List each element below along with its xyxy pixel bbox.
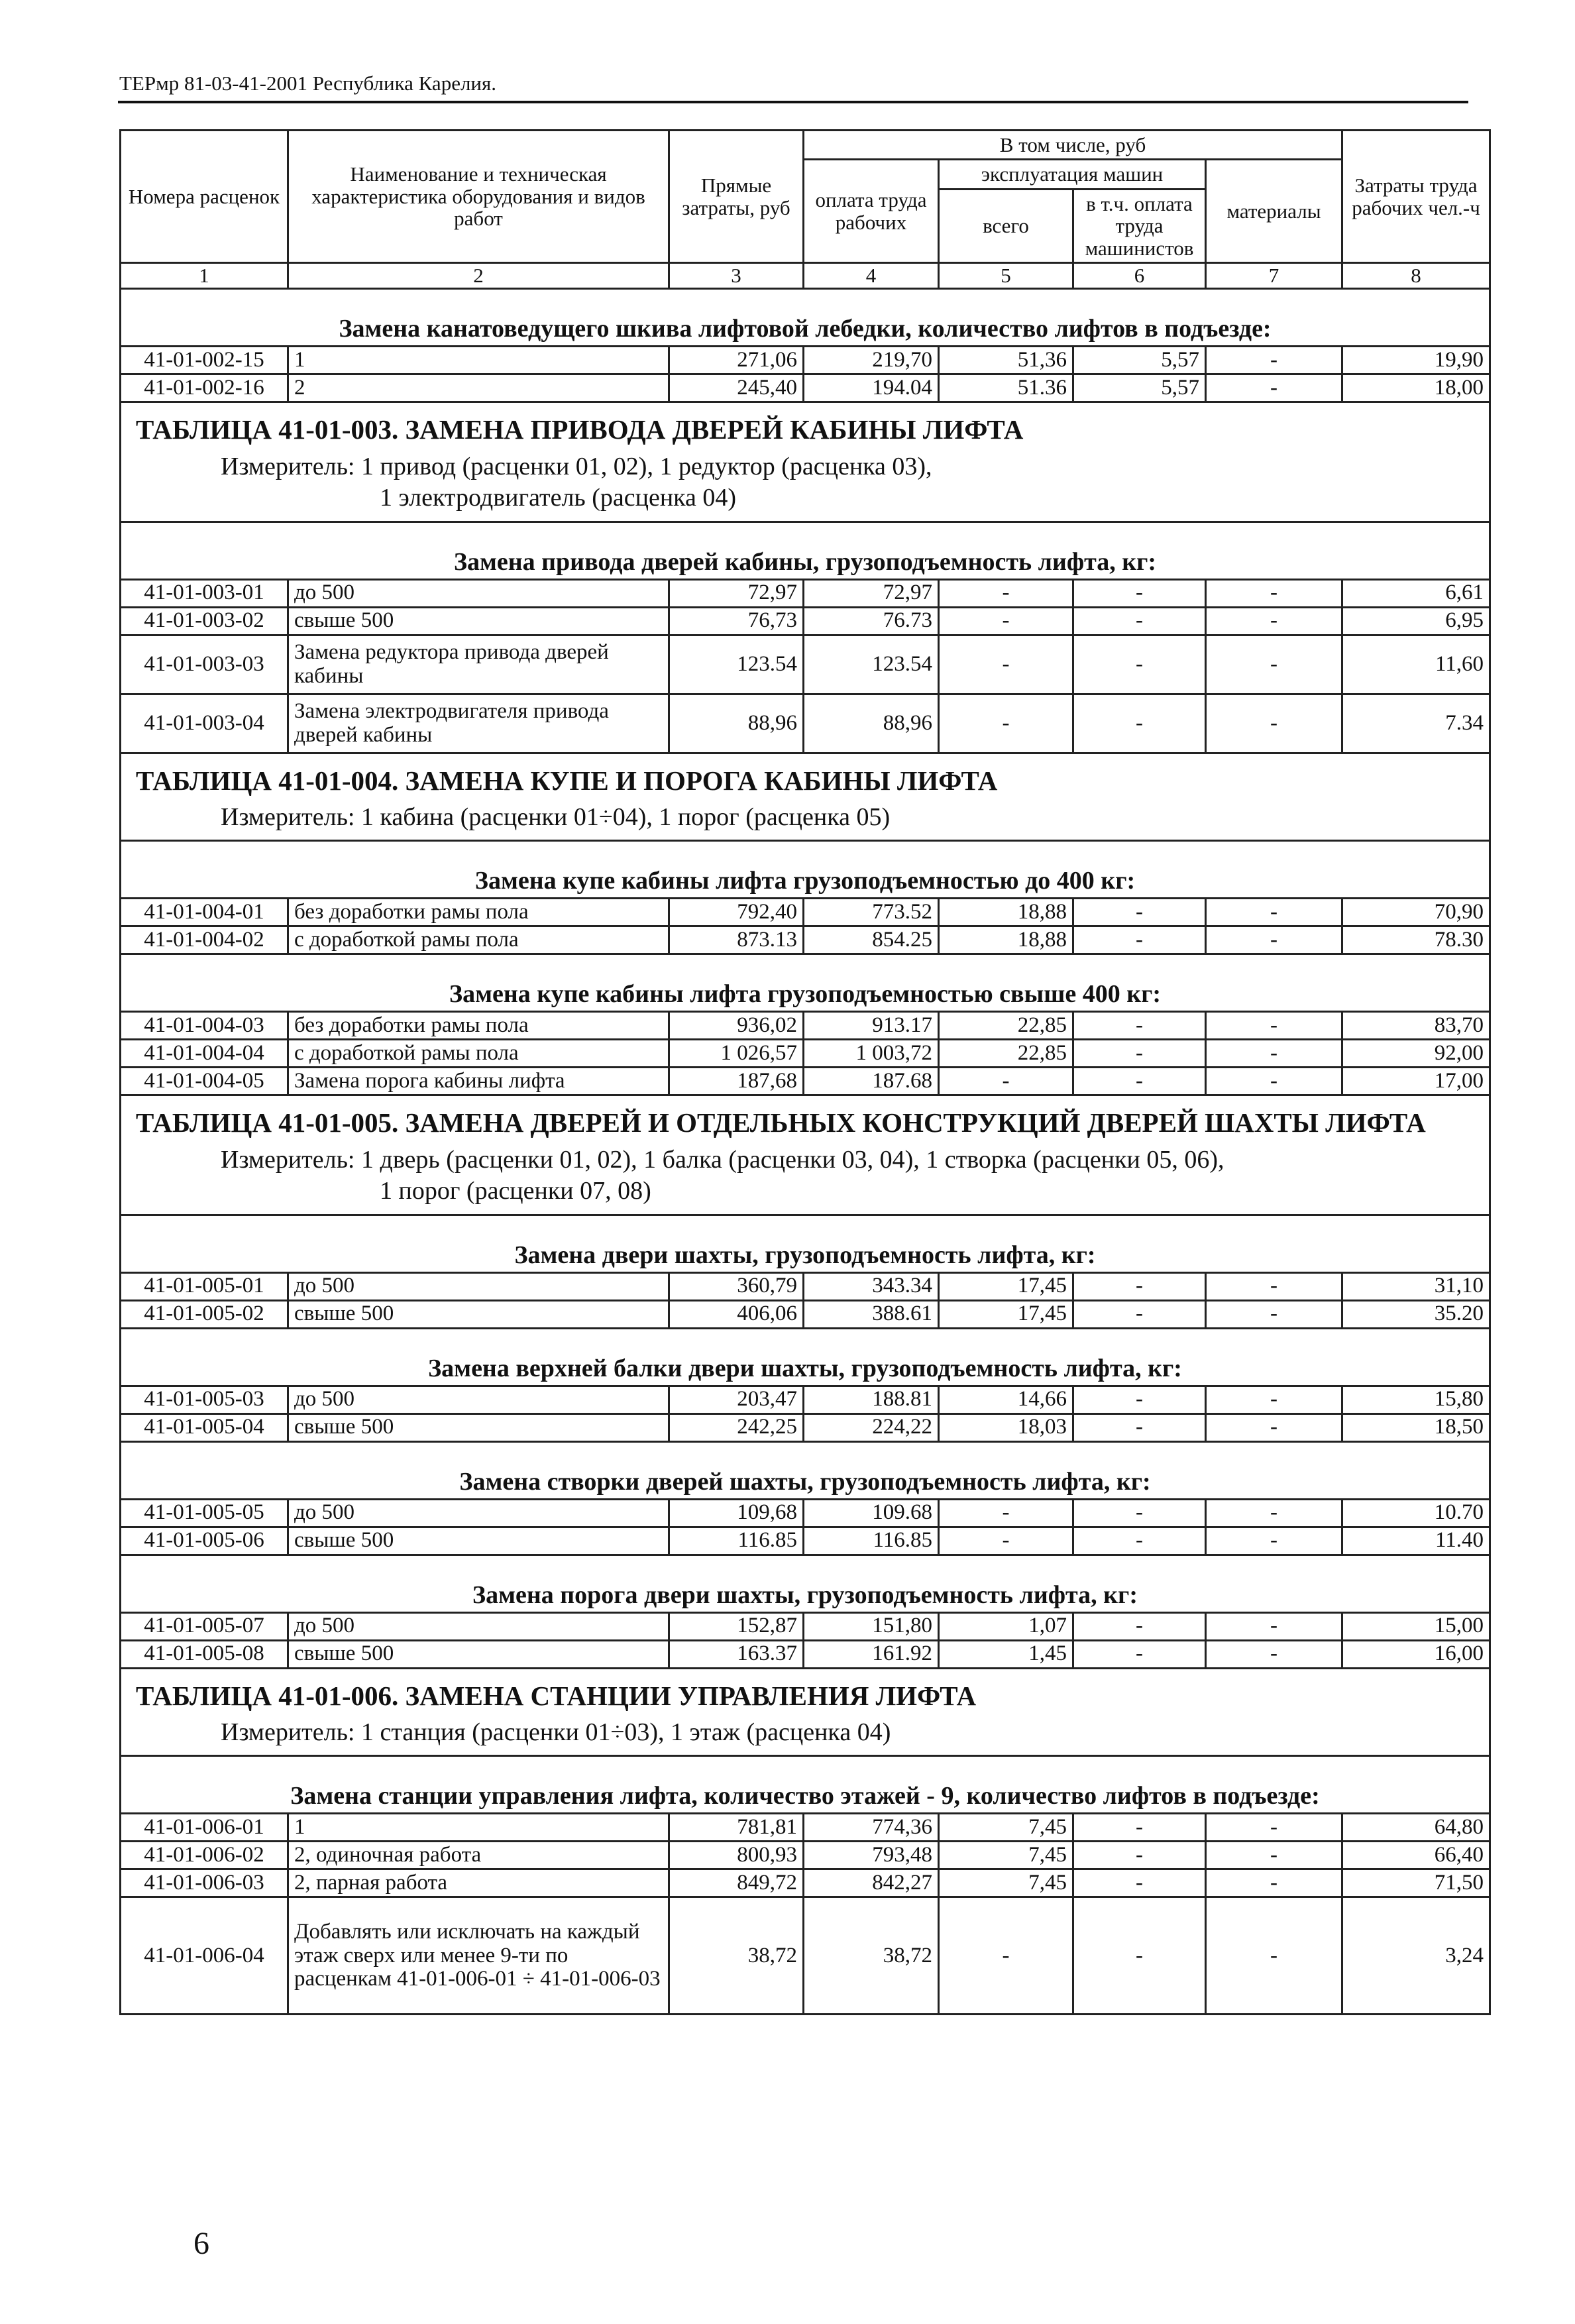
group-spacer <box>121 841 1490 862</box>
table-title: ТАБЛИЦА 41-01-003. ЗАМЕНА ПРИВОДА ДВЕРЕЙ КАБИНЫ ЛИФТА <box>121 402 1490 449</box>
cell-value: 78.30 <box>1342 926 1490 954</box>
spacer-cell <box>121 1555 1490 1576</box>
cell-value: 18,03 <box>939 1413 1073 1441</box>
cell-value: 70,90 <box>1342 899 1490 926</box>
work-description: свыше 500 <box>288 607 669 635</box>
group-heading-row <box>121 1349 1490 1386</box>
table-row <box>121 1413 1490 1441</box>
col-name-header: Наименование и техническая характеристика оборудования и видов работ <box>288 131 669 263</box>
column-number: 7 <box>1206 263 1342 289</box>
cell-value: - <box>939 694 1073 753</box>
cell-value: - <box>1073 635 1206 694</box>
col-materials-header: материалы <box>1206 160 1342 263</box>
cell-value: 17,00 <box>1342 1068 1490 1095</box>
cell-value: 6,61 <box>1342 579 1490 607</box>
spacer-cell <box>121 522 1490 543</box>
cell-value: - <box>939 1527 1073 1555</box>
table-body <box>121 289 1490 2015</box>
cell-value: 773.52 <box>804 899 939 926</box>
cell-value: - <box>1206 1499 1342 1527</box>
cell-value: 15,00 <box>1342 1612 1490 1640</box>
cell-value: 11.40 <box>1342 1527 1490 1555</box>
table-title-row <box>121 1668 1490 1714</box>
table-row <box>121 899 1490 926</box>
cell-value: 406,06 <box>669 1300 804 1328</box>
cell-value: 88,96 <box>804 694 939 753</box>
cell-value: 83,70 <box>1342 1012 1490 1040</box>
cell-value: 6,95 <box>1342 607 1490 635</box>
column-number: 2 <box>288 263 669 289</box>
rate-code: 41-01-006-01 <box>121 1814 288 1842</box>
cell-value: 66,40 <box>1342 1842 1490 1869</box>
cell-value: - <box>939 1499 1073 1527</box>
cell-value: 38,72 <box>804 1897 939 2015</box>
cell-value: - <box>1073 1869 1206 1897</box>
cell-value: 793,48 <box>804 1842 939 1869</box>
rate-code: 41-01-006-02 <box>121 1842 288 1869</box>
work-description: свыше 500 <box>288 1640 669 1668</box>
cell-value: 71,50 <box>1342 1869 1490 1897</box>
work-description: до 500 <box>288 579 669 607</box>
cell-value: 64,80 <box>1342 1814 1490 1842</box>
rate-code: 41-01-002-15 <box>121 347 288 374</box>
rate-code: 41-01-003-04 <box>121 694 288 753</box>
cell-value: - <box>1073 1897 1206 2015</box>
col-mwage-header: в т.ч. оплата труда машинистов <box>1073 189 1206 262</box>
cell-value: 72,97 <box>804 579 939 607</box>
cell-value: - <box>1073 1386 1206 1413</box>
rate-code: 41-01-005-04 <box>121 1413 288 1441</box>
cell-value: 151,80 <box>804 1612 939 1640</box>
cell-value: 152,87 <box>669 1612 804 1640</box>
cell-value: 7,45 <box>939 1842 1073 1869</box>
cell-value: - <box>1073 1640 1206 1668</box>
measure-text <box>121 1714 1490 1756</box>
work-description: до 500 <box>288 1386 669 1413</box>
rate-code: 41-01-005-01 <box>121 1272 288 1300</box>
table-title: ТАБЛИЦА 41-01-005. ЗАМЕНА ДВЕРЕЙ И ОТДЕЛЬНЫХ КОНСТРУКЦИЙ ДВЕРЕЙ ШАХТЫ ЛИФТА <box>121 1095 1490 1142</box>
group-heading: Замена купе кабины лифта грузоподъемностью до 400 кг: <box>121 861 1490 899</box>
cell-value: - <box>1206 1413 1342 1441</box>
cell-value: - <box>939 579 1073 607</box>
rate-code: 41-01-005-07 <box>121 1612 288 1640</box>
cell-value: 187,68 <box>669 1068 804 1095</box>
rate-code: 41-01-003-02 <box>121 607 288 635</box>
table-row <box>121 1068 1490 1095</box>
group-spacer <box>121 289 1490 310</box>
work-description: без доработки рамы пола <box>288 899 669 926</box>
rate-code: 41-01-004-04 <box>121 1040 288 1068</box>
cell-value: 161.92 <box>804 1640 939 1668</box>
group-heading: Замена канатоведущего шкива лифтовой лебедки, количество лифтов в подъезде: <box>121 309 1490 347</box>
work-description: до 500 <box>288 1272 669 1300</box>
cell-value: - <box>1206 1040 1342 1068</box>
cell-value: - <box>1206 374 1342 402</box>
column-number: 6 <box>1073 263 1206 289</box>
table-row <box>121 374 1490 402</box>
cell-value: - <box>1206 899 1342 926</box>
cell-value: 187.68 <box>804 1068 939 1095</box>
cell-value: - <box>939 607 1073 635</box>
table-title: ТАБЛИЦА 41-01-004. ЗАМЕНА КУПЕ И ПОРОГА КАБИНЫ ЛИФТА <box>121 753 1490 799</box>
cell-value: 14,66 <box>939 1386 1073 1413</box>
rate-code: 41-01-004-05 <box>121 1068 288 1095</box>
measure-row <box>121 799 1490 841</box>
cell-value: - <box>1073 899 1206 926</box>
work-description: с доработкой рамы пола <box>288 1040 669 1068</box>
col-incl-header: В том числе, руб <box>804 131 1342 160</box>
cell-value: - <box>939 1068 1073 1095</box>
cell-value: - <box>1073 1068 1206 1095</box>
work-description: 1 <box>288 1814 669 1842</box>
cell-value: - <box>939 635 1073 694</box>
work-description: свыше 500 <box>288 1413 669 1441</box>
cell-value: - <box>1073 1527 1206 1555</box>
table-title-row <box>121 753 1490 799</box>
cell-value: 774,36 <box>804 1814 939 1842</box>
cell-value: - <box>1073 1842 1206 1869</box>
group-spacer <box>121 1555 1490 1576</box>
measure-line: Измеритель: 1 привод (расценки 01, 02), 1 редуктор (расценка 03), <box>221 452 932 480</box>
group-heading-row <box>121 543 1490 580</box>
work-description: с доработкой рамы пола <box>288 926 669 954</box>
column-number: 5 <box>939 263 1073 289</box>
cell-value: 388.61 <box>804 1300 939 1328</box>
cell-value: 123.54 <box>669 635 804 694</box>
cell-value: 109,68 <box>669 1499 804 1527</box>
cell-value: 18,88 <box>939 899 1073 926</box>
rate-code: 41-01-004-01 <box>121 899 288 926</box>
cell-value: 7,45 <box>939 1814 1073 1842</box>
table-row <box>121 1272 1490 1300</box>
cell-value: 76.73 <box>804 607 939 635</box>
cell-value: 800,93 <box>669 1842 804 1869</box>
rate-code: 41-01-003-03 <box>121 635 288 694</box>
cell-value: 7.34 <box>1342 694 1490 753</box>
group-spacer <box>121 1215 1490 1236</box>
cell-value: 245,40 <box>669 374 804 402</box>
table-row <box>121 1300 1490 1328</box>
work-description: Добавлять или исключать на каждый этаж сверх или менее 9-ти по расценкам 41-01-006-01 ÷ 41-01-006-03 <box>288 1897 669 2015</box>
cell-value: - <box>1206 694 1342 753</box>
cell-value: - <box>1206 1612 1342 1640</box>
cell-value: 163.37 <box>669 1640 804 1668</box>
cell-value: - <box>1206 1527 1342 1555</box>
table-row <box>121 1842 1490 1869</box>
table-row <box>121 607 1490 635</box>
table-row <box>121 1869 1490 1897</box>
table-row <box>121 1612 1490 1640</box>
spacer-cell <box>121 289 1490 310</box>
cell-value: 116.85 <box>804 1527 939 1555</box>
cell-value: 188.81 <box>804 1386 939 1413</box>
cell-value: 360,79 <box>669 1272 804 1300</box>
cell-value: 22,85 <box>939 1040 1073 1068</box>
cell-value: - <box>1073 1300 1206 1328</box>
group-spacer <box>121 1328 1490 1349</box>
cell-value: 92,00 <box>1342 1040 1490 1068</box>
column-number: 1 <box>121 263 288 289</box>
table-row <box>121 694 1490 753</box>
cell-value: 19,90 <box>1342 347 1490 374</box>
cell-value: 343.34 <box>804 1272 939 1300</box>
col-machines-header: эксплуатация машин <box>939 160 1206 189</box>
work-description: свыше 500 <box>288 1527 669 1555</box>
work-description: 2 <box>288 374 669 402</box>
rate-code: 41-01-005-06 <box>121 1527 288 1555</box>
measure-line: 1 электродвигатель (расценка 04) <box>380 484 737 512</box>
group-spacer <box>121 954 1490 975</box>
col-wage-header: оплата труда рабочих <box>804 160 939 263</box>
cell-value: 936,02 <box>669 1012 804 1040</box>
cell-value: - <box>1206 926 1342 954</box>
rate-code: 41-01-005-08 <box>121 1640 288 1668</box>
table-row <box>121 1814 1490 1842</box>
spacer-cell <box>121 1215 1490 1236</box>
table-title: ТАБЛИЦА 41-01-006. ЗАМЕНА СТАНЦИИ УПРАВЛЕНИЯ ЛИФТА <box>121 1668 1490 1714</box>
cell-value: 116.85 <box>669 1527 804 1555</box>
group-heading-row <box>121 309 1490 347</box>
rate-code: 41-01-006-04 <box>121 1897 288 2015</box>
cell-value: - <box>1206 1386 1342 1413</box>
group-spacer <box>121 1441 1490 1463</box>
spacer-cell <box>121 954 1490 975</box>
cell-value: - <box>1073 607 1206 635</box>
cell-value: 854.25 <box>804 926 939 954</box>
cell-value: 792,40 <box>669 899 804 926</box>
table-row <box>121 1640 1490 1668</box>
measure-line: Измеритель: 1 станция (расценки 01÷03), 1 этаж (расценка 04) <box>221 1718 891 1746</box>
table-row <box>121 1897 1490 2015</box>
cell-value: - <box>1206 1842 1342 1869</box>
group-heading: Замена купе кабины лифта грузоподъемностью свыше 400 кг: <box>121 975 1490 1012</box>
cell-value: 35.20 <box>1342 1300 1490 1328</box>
cell-value: 17,45 <box>939 1300 1073 1328</box>
cell-value: 242,25 <box>669 1413 804 1441</box>
rate-code: 41-01-005-02 <box>121 1300 288 1328</box>
table-row <box>121 635 1490 694</box>
table-row <box>121 1386 1490 1413</box>
work-description: без доработки рамы пола <box>288 1012 669 1040</box>
measure-line: Измеритель: 1 кабина (расценки 01÷04), 1 порог (расценка 05) <box>221 802 891 831</box>
column-number: 4 <box>804 263 939 289</box>
cell-value: 3,24 <box>1342 1897 1490 2015</box>
cell-value: - <box>1206 607 1342 635</box>
cell-value: - <box>1073 1413 1206 1441</box>
col-mtotal-header: всего <box>939 189 1073 262</box>
cell-value: - <box>1073 1499 1206 1527</box>
table-row <box>121 1012 1490 1040</box>
cell-value: 5,57 <box>1073 374 1206 402</box>
rate-code: 41-01-006-03 <box>121 1869 288 1897</box>
cell-value: - <box>1206 579 1342 607</box>
cell-value: 88,96 <box>669 694 804 753</box>
work-description: 2, парная работа <box>288 1869 669 1897</box>
measure-text <box>121 449 1490 522</box>
measure-row <box>121 1714 1490 1756</box>
group-heading-row <box>121 1576 1490 1613</box>
cell-value: 15,80 <box>1342 1386 1490 1413</box>
group-heading: Замена створки дверей шахты, грузоподъемность лифта, кг: <box>121 1463 1490 1500</box>
cell-value: 10.70 <box>1342 1499 1490 1527</box>
cell-value: 18,88 <box>939 926 1073 954</box>
work-description: до 500 <box>288 1499 669 1527</box>
rate-code: 41-01-004-03 <box>121 1012 288 1040</box>
column-number: 8 <box>1342 263 1490 289</box>
cell-value: - <box>1206 635 1342 694</box>
cell-value: 109.68 <box>804 1499 939 1527</box>
header-rule <box>118 101 1468 103</box>
cell-value: - <box>1206 1869 1342 1897</box>
cell-value: 224,22 <box>804 1413 939 1441</box>
work-description: Замена электродвигателя привода дверей кабины <box>288 694 669 753</box>
table-row <box>121 926 1490 954</box>
cell-value: - <box>1206 347 1342 374</box>
work-description: Замена редуктора привода дверей кабины <box>288 635 669 694</box>
cell-value: 22,85 <box>939 1012 1073 1040</box>
work-description: Замена порога кабины лифта <box>288 1068 669 1095</box>
cell-value: 7,45 <box>939 1869 1073 1897</box>
col-code-header: Номера расценок <box>121 131 288 263</box>
cell-value: 11,60 <box>1342 635 1490 694</box>
cell-value: 51,36 <box>939 347 1073 374</box>
cell-value: 203,47 <box>669 1386 804 1413</box>
cell-value: 16,00 <box>1342 1640 1490 1668</box>
column-number-row <box>121 263 1490 289</box>
cell-value: 31,10 <box>1342 1272 1490 1300</box>
spacer-cell <box>121 1328 1490 1349</box>
cell-value: 1,45 <box>939 1640 1073 1668</box>
table-row <box>121 347 1490 374</box>
work-description: до 500 <box>288 1612 669 1640</box>
cell-value: - <box>1206 1640 1342 1668</box>
cell-value: - <box>1073 1012 1206 1040</box>
cell-value: - <box>1073 1272 1206 1300</box>
cell-value: 72,97 <box>669 579 804 607</box>
group-heading: Замена привода дверей кабины, грузоподъемность лифта, кг: <box>121 543 1490 580</box>
cell-value: 123.54 <box>804 635 939 694</box>
measure-line: Измеритель: 1 дверь (расценки 01, 02), 1 балка (расценки 03, 04), 1 створка (расценки 05, 06), <box>221 1145 1224 1174</box>
table-row <box>121 1527 1490 1555</box>
table-row <box>121 1499 1490 1527</box>
work-description: 1 <box>288 347 669 374</box>
table-row <box>121 579 1490 607</box>
rate-code: 41-01-005-05 <box>121 1499 288 1527</box>
cell-value: 76,73 <box>669 607 804 635</box>
spacer-cell <box>121 1441 1490 1463</box>
rate-code: 41-01-005-03 <box>121 1386 288 1413</box>
cell-value: - <box>1073 579 1206 607</box>
work-description: свыше 500 <box>288 1300 669 1328</box>
group-heading-row <box>121 861 1490 899</box>
measure-row <box>121 1142 1490 1215</box>
table-title-row <box>121 1095 1490 1142</box>
cell-value: 781,81 <box>669 1814 804 1842</box>
rate-code: 41-01-004-02 <box>121 926 288 954</box>
group-heading-row <box>121 975 1490 1012</box>
cell-value: 873.13 <box>669 926 804 954</box>
group-heading-row <box>121 1463 1490 1500</box>
spacer-cell <box>121 841 1490 862</box>
cell-value: 18,50 <box>1342 1413 1490 1441</box>
table-header <box>121 131 1490 289</box>
rate-code: 41-01-003-01 <box>121 579 288 607</box>
cell-value: - <box>1206 1068 1342 1095</box>
cell-value: - <box>1073 1612 1206 1640</box>
cell-value: - <box>1206 1012 1342 1040</box>
cell-value: 1,07 <box>939 1612 1073 1640</box>
col-direct-header: Прямые затраты, руб <box>669 131 804 263</box>
cell-value: - <box>1206 1272 1342 1300</box>
page-header: ТЕРмр 81-03-41-2001 Республика Карелия. <box>119 72 497 95</box>
rate-code: 41-01-002-16 <box>121 374 288 402</box>
work-description: 2, одиночная работа <box>288 1842 669 1869</box>
group-spacer <box>121 1756 1490 1777</box>
cell-value: - <box>1206 1897 1342 2015</box>
measure-text <box>121 1142 1490 1215</box>
cell-value: 194.04 <box>804 374 939 402</box>
group-heading: Замена станции управления лифта, количество этажей - 9, количество лифтов в подъезде: <box>121 1777 1490 1814</box>
group-heading: Замена порога двери шахты, грузоподъемность лифта, кг: <box>121 1576 1490 1613</box>
cell-value: 5,57 <box>1073 347 1206 374</box>
cell-value: - <box>1073 1040 1206 1068</box>
table-title-row <box>121 402 1490 449</box>
table-row <box>121 1040 1490 1068</box>
cell-value: 271,06 <box>669 347 804 374</box>
cell-value: 1 003,72 <box>804 1040 939 1068</box>
cell-value: - <box>1206 1814 1342 1842</box>
col-labor-header: Затраты труда рабочих чел.-ч <box>1342 131 1490 263</box>
cell-value: - <box>939 1897 1073 2015</box>
spacer-cell <box>121 1756 1490 1777</box>
cell-value: 51.36 <box>939 374 1073 402</box>
page-number: 6 <box>193 2226 209 2261</box>
group-heading-row <box>121 1777 1490 1814</box>
cell-value: 18,00 <box>1342 374 1490 402</box>
cell-value: 849,72 <box>669 1869 804 1897</box>
price-table <box>119 129 1491 2015</box>
cell-value: 219,70 <box>804 347 939 374</box>
cell-value: 913.17 <box>804 1012 939 1040</box>
group-heading: Замена двери шахты, грузоподъемность лифта, кг: <box>121 1236 1490 1273</box>
cell-value: - <box>1073 1814 1206 1842</box>
cell-value: 842,27 <box>804 1869 939 1897</box>
measure-row <box>121 449 1490 522</box>
cell-value: 17,45 <box>939 1272 1073 1300</box>
group-heading-row <box>121 1236 1490 1273</box>
group-spacer <box>121 522 1490 543</box>
cell-value: 1 026,57 <box>669 1040 804 1068</box>
cell-value: 38,72 <box>669 1897 804 2015</box>
cell-value: - <box>1073 694 1206 753</box>
cell-value: - <box>1073 926 1206 954</box>
measure-text <box>121 799 1490 841</box>
group-heading: Замена верхней балки двери шахты, грузоподъемность лифта, кг: <box>121 1349 1490 1386</box>
column-number: 3 <box>669 263 804 289</box>
cell-value: - <box>1206 1300 1342 1328</box>
measure-line: 1 порог (расценки 07, 08) <box>380 1177 651 1205</box>
